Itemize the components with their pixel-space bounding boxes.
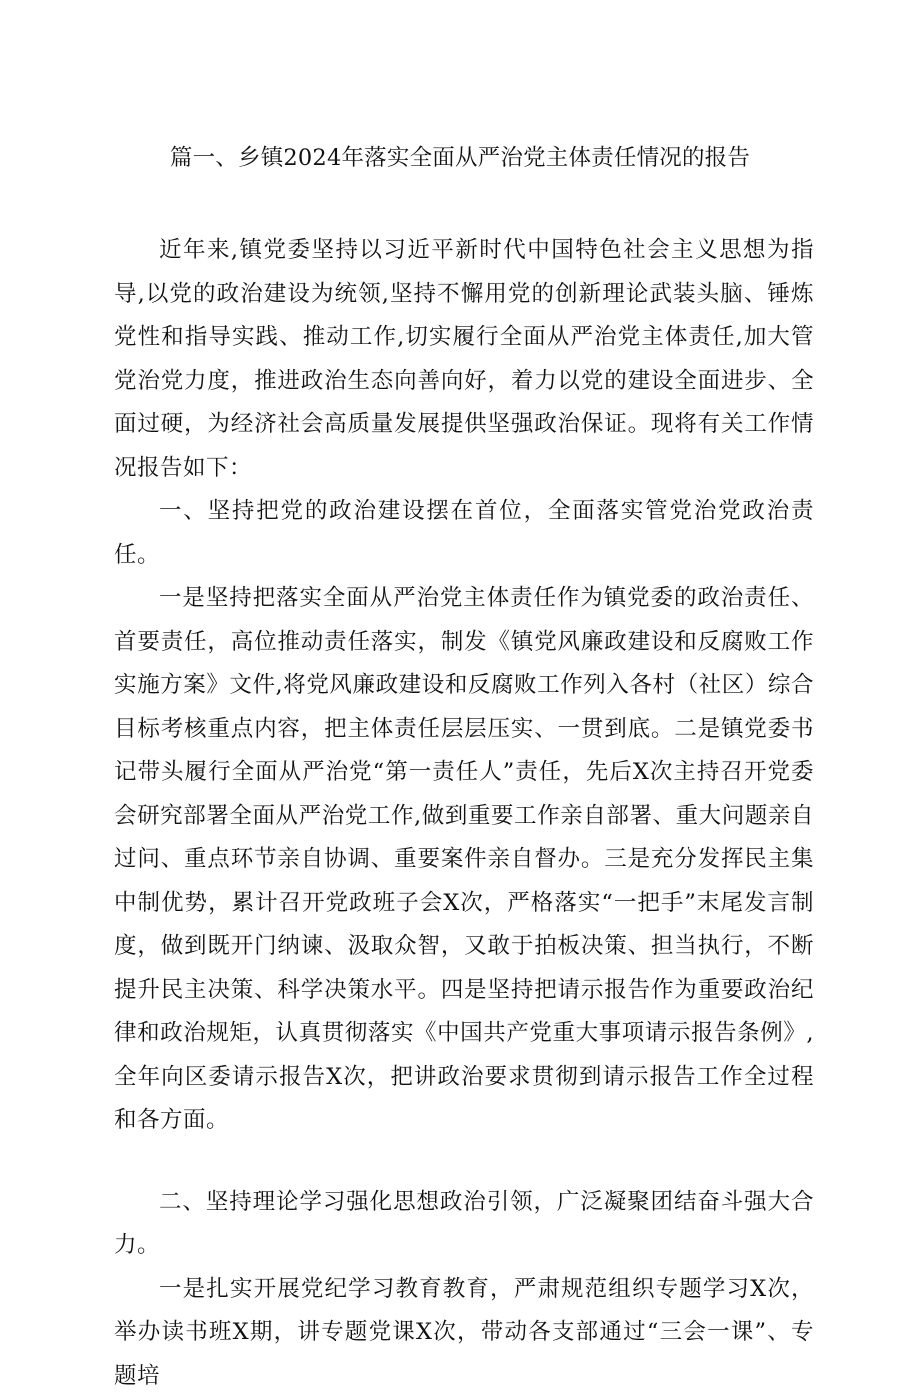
section-2-paragraph: 一是扎实开展党纪学习教育教育，严肃规范组织专题学习X次，举办读书班X期，讲专题党课X次，带动各支部通过“三会一课”、专题培	[114, 1268, 814, 1398]
section-heading-1: 一、坚持把党的政治建设摆在首位，全面落实管党治党政治责任。	[114, 490, 814, 577]
section-1-paragraph: 一是坚持把落实全面从严治党主体责任作为镇党委的政治责任、首要责任，高位推动责任落实，制发《镇党风廉政建设和反腐败工作实施方案》文件,将党风廉政建设和反腐败工作列入各村（社区）综合目标考核重点内容，把主体责任层层压实、一贯到底。二是镇党委书记带头履行全面从严治党“第一责任人”责任，先后X次主持召开党委会研究部署全面从严治党工作,做到重要工作亲自部署、重大问题亲自过问、重点环节亲自协调、重要案件亲自督办。三是充分发挥民主集中制优势，累计召开党政班子会X次，严格落实“一把手”末尾发言制度，做到既开门纳谏、汲取众智，又敢于拍板决策、担当执行，不断提升民主决策、科学决策水平。四是坚持把请示报告作为重要政治纪律和政治规矩，认真贯彻落实《中国共产党重大事项请示报告条例》,全年向区委请示报告X次，把讲政治要求贯彻到请示报告工作全过程和各方面。	[114, 577, 814, 1143]
paragraph-gap	[114, 1143, 814, 1181]
document-title: 篇一、乡镇2024年落实全面从严治党主体责任情况的报告	[0, 142, 920, 174]
intro-paragraph: 近年来,镇党委坚持以习近平新时代中国特色社会主义思想为指导,以党的政治建设为统领,坚持不懈用党的创新理论武装头脑、锤炼党性和指导实践、推动工作,切实履行全面从严治党主体责任,加大管党治党力度，推进政治生态向善向好，着力以党的建设全面进步、全面过硬，为经济社会高质量发展提供坚强政治保证。现将有关工作情况报告如下：	[114, 229, 814, 490]
document-body	[114, 229, 814, 1398]
section-heading-2: 二、坚持理论学习强化思想政治引领，广泛凝聚团结奋斗强大合力。	[114, 1181, 814, 1268]
